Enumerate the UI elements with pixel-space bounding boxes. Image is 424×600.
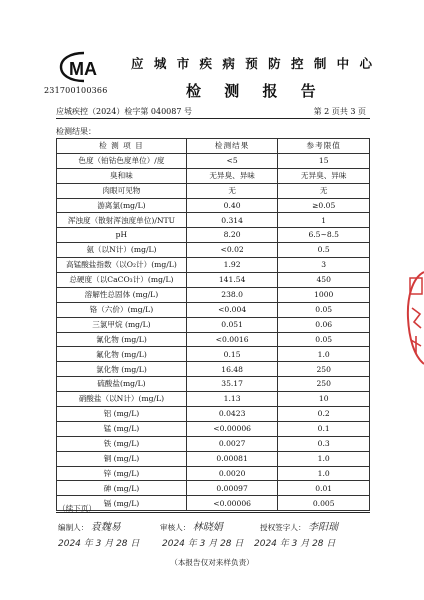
cell-limit: 无 — [278, 183, 370, 198]
header-rule — [56, 118, 370, 119]
cell-item: 氨（以N计）(mg/L) — [57, 243, 187, 258]
table-row — [57, 317, 370, 332]
table-row — [57, 347, 370, 362]
cell-result: 1.92 — [186, 258, 278, 273]
cell-result: 1.13 — [186, 392, 278, 407]
table-row — [57, 451, 370, 466]
cell-item: 硫酸盐(mg/L) — [57, 377, 187, 392]
table-row — [57, 258, 370, 273]
approver-name: 李阳瑞 — [307, 522, 338, 533]
table-row — [57, 362, 370, 377]
cell-limit: 0.01 — [278, 481, 370, 496]
table-row — [57, 466, 370, 481]
reviewer-signature — [160, 518, 223, 533]
cell-result: 16.48 — [186, 362, 278, 377]
table-row — [57, 243, 370, 258]
document-title: 检 测 报 告 — [186, 82, 325, 100]
cell-result: <0.02 — [186, 243, 278, 258]
cell-result: 0.0020 — [186, 466, 278, 481]
cell-limit: 无异臭、异味 — [278, 168, 370, 183]
cell-limit: 0.005 — [278, 496, 370, 511]
cell-limit: 15 — [278, 153, 370, 168]
table-row — [57, 421, 370, 436]
footer-note: （本报告仅对来样负责） — [170, 558, 254, 567]
cell-limit: 0.05 — [278, 302, 370, 317]
compiler-label: 编制人： — [58, 523, 89, 532]
cell-limit: 0.2 — [278, 407, 370, 422]
cell-limit: 0.5 — [278, 243, 370, 258]
cell-result: 0.051 — [186, 317, 278, 332]
cell-item: 游离氯(mg/L) — [57, 198, 187, 213]
cell-limit: 3 — [278, 258, 370, 273]
cell-item: 铁 (mg/L) — [57, 436, 187, 451]
cell-item: 铝 (mg/L) — [57, 407, 187, 422]
cell-result: <0.004 — [186, 302, 278, 317]
cell-result: 无 — [186, 183, 278, 198]
cell-result: <0.0016 — [186, 332, 278, 347]
cell-limit: 0.05 — [278, 332, 370, 347]
cell-item: 高锰酸盐指数（以O₂计）(mg/L) — [57, 258, 187, 273]
cell-item: pH — [57, 228, 187, 243]
table-row — [57, 302, 370, 317]
table-row — [57, 287, 370, 302]
svg-text:MA: MA — [69, 59, 97, 79]
cell-result: 35.17 — [186, 377, 278, 392]
cell-item: 锌 (mg/L) — [57, 466, 187, 481]
cell-limit: 0.3 — [278, 436, 370, 451]
table-row — [57, 481, 370, 496]
organization-name: 应 城 市 疾 病 预 防 控 制 中 心 — [131, 56, 376, 71]
cell-result: 0.00081 — [186, 451, 278, 466]
results-label: 检测结果： — [56, 127, 96, 136]
cell-item: 浑浊度（散射浑浊度单位)/NTU — [57, 213, 187, 228]
reviewer-label: 审核人： — [160, 523, 191, 532]
cell-item: 色度（铂钴色度单位）/度 — [57, 153, 187, 168]
cell-item: 溶解性总固体 (mg/L) — [57, 287, 187, 302]
compile-date: 2024 年 3 月 28 日 — [58, 539, 140, 549]
table-row — [57, 392, 370, 407]
cell-item: 臭和味 — [57, 168, 187, 183]
cell-item: 铬（六价）(mg/L) — [57, 302, 187, 317]
table-header-row — [57, 139, 370, 154]
page-info: 第 2 页共 3 页 — [313, 107, 366, 116]
cell-result: 0.00097 — [186, 481, 278, 496]
cell-limit: 1000 — [278, 287, 370, 302]
table-row — [57, 436, 370, 451]
cell-result: 0.0027 — [186, 436, 278, 451]
header-limit: 参考限值 — [278, 139, 370, 154]
table-row — [57, 496, 370, 511]
logo-number: 231700100366 — [44, 86, 108, 95]
cell-limit: 6.5~8.5 — [278, 228, 370, 243]
cell-result: 141.54 — [186, 273, 278, 288]
red-seal-icon — [402, 268, 424, 368]
cell-result: 无异臭、异味 — [186, 168, 278, 183]
cell-limit: 1.0 — [278, 451, 370, 466]
cell-limit: 0.1 — [278, 421, 370, 436]
cell-item: 肉眼可见物 — [57, 183, 187, 198]
header-item: 检 测 项 目 — [57, 139, 187, 154]
cell-result: 0.40 — [186, 198, 278, 213]
table-row — [57, 273, 370, 288]
approver-label: 授权签字人： — [260, 523, 306, 532]
approve-date: 2024 年 3 月 28 日 — [254, 539, 336, 549]
cell-item: 铜 (mg/L) — [57, 451, 187, 466]
cell-result: <0.00006 — [186, 421, 278, 436]
cell-item: 三氯甲烷 (mg/L) — [57, 317, 187, 332]
cell-result: 0.314 — [186, 213, 278, 228]
cell-item: 总硬度（以CaCO₃计）(mg/L) — [57, 273, 187, 288]
compiler-name: 袁魏易 — [90, 522, 121, 533]
cell-limit: 250 — [278, 362, 370, 377]
cell-limit: 450 — [278, 273, 370, 288]
table-row — [57, 168, 370, 183]
cell-result: 8.20 — [186, 228, 278, 243]
table-row — [57, 213, 370, 228]
cell-item: 氯化物 (mg/L) — [57, 362, 187, 377]
approver-signature — [260, 518, 338, 533]
report-number: 应城疾控（2024）检字第 040087 号 — [56, 107, 192, 116]
cell-limit: 1.0 — [278, 466, 370, 481]
table-row — [57, 183, 370, 198]
cell-result: 0.0423 — [186, 407, 278, 422]
cell-item: 砷 (mg/L) — [57, 481, 187, 496]
cell-result: <0.00006 — [186, 496, 278, 511]
table-row — [57, 407, 370, 422]
header-result: 检测结果 — [186, 139, 278, 154]
cell-limit: 0.06 — [278, 317, 370, 332]
review-date: 2024 年 3 月 28 日 — [162, 539, 244, 549]
reviewer-name: 林晓娟 — [192, 522, 223, 533]
cell-limit: ≥0.05 — [278, 198, 370, 213]
table-row — [57, 332, 370, 347]
cell-result: 0.15 — [186, 347, 278, 362]
cell-item: 锰 (mg/L) — [57, 421, 187, 436]
cell-result: <5 — [186, 153, 278, 168]
cell-item: 镉 (mg/L) — [57, 496, 187, 511]
table-row — [57, 198, 370, 213]
cma-logo-icon — [58, 50, 110, 84]
cell-item: 氰化物 (mg/L) — [57, 332, 187, 347]
cell-item: 氟化物 (mg/L) — [57, 347, 187, 362]
cell-limit: 250 — [278, 377, 370, 392]
cell-limit: 1.0 — [278, 347, 370, 362]
cell-limit: 10 — [278, 392, 370, 407]
cell-limit: 1 — [278, 213, 370, 228]
table-row — [57, 153, 370, 168]
compiler-signature — [58, 518, 121, 533]
cell-item: 硝酸盐（以N计）(mg/L) — [57, 392, 187, 407]
footer-rule — [56, 512, 370, 513]
results-table — [56, 138, 370, 511]
table-row — [57, 228, 370, 243]
continued-note: （续下页） — [58, 504, 96, 513]
table-row — [57, 377, 370, 392]
cell-result: 238.0 — [186, 287, 278, 302]
